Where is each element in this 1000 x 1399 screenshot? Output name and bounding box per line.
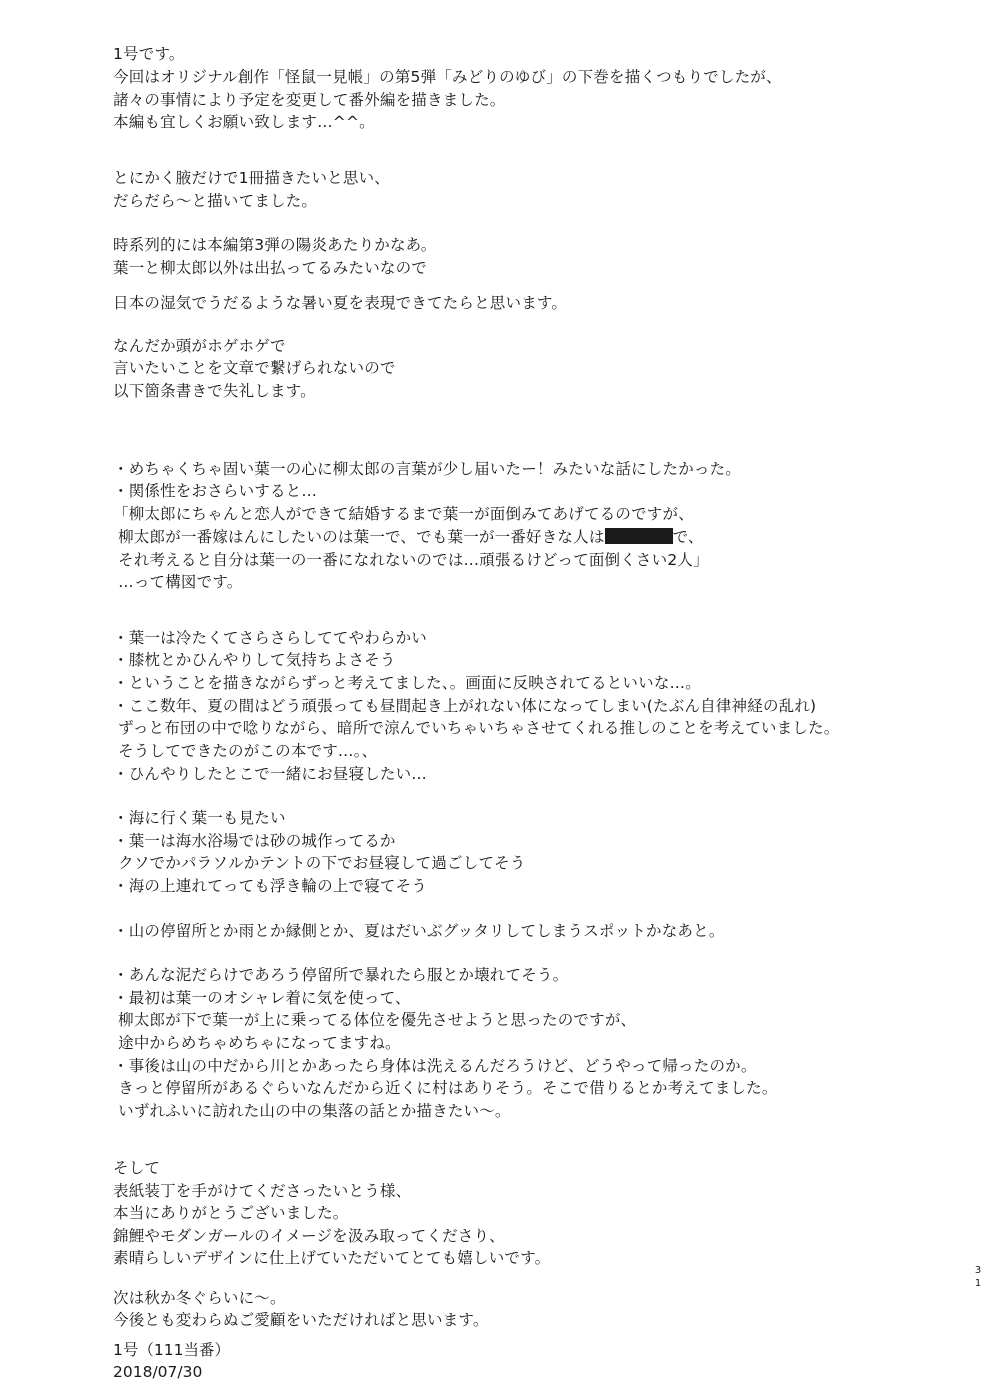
bullet-line: ・海に行く葉一も見たい — [113, 809, 286, 827]
thanks-line: 錦鯉やモダンガールのイメージを汲み取ってくださり、 — [113, 1227, 505, 1245]
bullet-line: ・最初は葉一のオシャレ着に気を使って、 — [113, 989, 411, 1007]
intro-line: 諸々の事情により予定を変更して番外編を描きました。 — [113, 91, 506, 109]
bullet-line: 柳太郎が下で葉一が上に乗ってる体位を優先させようと思ったのですが、 — [113, 1011, 637, 1029]
body-line: なんだか頭がホゲホゲで — [113, 337, 286, 355]
body-line: 葉一と柳太郎以外は出払ってるみたいなので — [113, 259, 428, 277]
bullet-line: 途中からめちゃめちゃになってますね。 — [113, 1034, 401, 1052]
closing-line: 次は秋か冬ぐらいに〜。 — [113, 1289, 286, 1307]
intro-line: 1号です。 — [113, 45, 185, 63]
bullet-line: 「柳太郎にちゃんと恋人ができて結婚するまで葉一が面倒みてあげてるのですが、 — [113, 505, 694, 523]
bullet-text: 柳太郎が一番嫁はんにしたいのは葉一で、でも葉一が一番好きな人は — [113, 528, 605, 546]
bullet-line: そうしてできたのがこの本です…。、 — [113, 742, 378, 760]
bullet-line: ・ひんやりしたとこで一緒にお昼寝したい… — [113, 765, 428, 783]
bullet-line: ・ということを描きながらずっと考えてました、。画面に反映されてるといいな…。 — [113, 674, 701, 692]
bullet-line: クソでかパラソルかテントの下でお昼寝して過ごしてそう — [113, 854, 526, 872]
body-line: とにかく腋だけで1冊描きたいと思い、 — [113, 169, 390, 187]
bullet-line: ・葉一は冷たくてさらさらしててやわらかい — [113, 629, 428, 647]
bullet-line: ・関係性をおさらいすると… — [113, 482, 318, 500]
bullet-line: ・あんな泥だらけであろう停留所で暴れたら服とか壊れてそう。 — [113, 966, 569, 984]
page-number-digit: 1 — [974, 1278, 982, 1289]
bullet-line: ずっと布団の中で唸りながら、暗所で涼んでいちゃいちゃさせてくれる推しのことを考えていました。 — [113, 719, 840, 737]
body-line: だらだら〜と描いてました。 — [113, 192, 318, 210]
bullet-line: ・事後は山の中だから川とかあったら身体は洗えるんだろうけど、どうやって帰ったのか。 — [113, 1057, 757, 1075]
bullet-line: ・膝枕とかひんやりして気持ちよさそう — [113, 651, 396, 669]
bullet-line: ・葉一は海水浴場では砂の城作ってるか — [113, 832, 396, 850]
bullet-line: ・ここ数年、夏の間はどう頑張っても昼間起き上がれない体になってしまい(たぶん自律神経の乱れ) — [113, 697, 817, 715]
bullet-line: ・めちゃくちゃ固い葉一の心に柳太郎の言葉が少し届いたー！みたいな話にしたかった。 — [113, 460, 742, 478]
bullet-line: それ考えると自分は葉一の一番になれないのでは…頑張るけどって面倒くさい2人」 — [113, 551, 709, 569]
bullet-line: いずれふいに訪れた山の中の集落の話とか描きたい〜。 — [113, 1102, 511, 1120]
thanks-line: 本当にありがとうございました。 — [113, 1204, 349, 1222]
page-number-digit: 3 — [974, 1265, 982, 1276]
bullet-text: で、 — [672, 528, 704, 546]
bullet-line-with-redaction — [113, 527, 704, 547]
thanks-line: 表紙装丁を手がけてくださったいとう様、 — [113, 1182, 412, 1200]
intro-line: 本編も宜しくお願い致します…^^。 — [113, 113, 375, 131]
thanks-line: 素晴らしいデザインに仕上げていただいてとても嬉しいです。 — [113, 1249, 551, 1267]
body-line: 言いたいことを文章で繋げられないので — [113, 359, 396, 377]
redaction-bar — [605, 528, 673, 544]
body-line: 日本の湿気でうだるような暑い夏を表現できてたらと思います。 — [113, 294, 568, 312]
date: 2018/07/30 — [113, 1363, 203, 1381]
body-line: 時系列的には本編第3弾の陽炎あたりかなあ。 — [113, 236, 437, 254]
signature: 1号（111当番） — [113, 1341, 230, 1359]
bullet-line: …って構図です。 — [113, 573, 243, 591]
thanks-line: そして — [113, 1159, 161, 1177]
bullet-line: ・山の停留所とか雨とか縁側とか、夏はだいぶグッタリしてしまうスポットかなあと。 — [113, 922, 725, 940]
intro-line: 今回はオリジナル創作「怪鼠一見帳」の第5弾「みどりのゆび」の下巻を描くつもりでしたが、 — [113, 68, 782, 86]
body-line: 以下箇条書きで失礼します。 — [113, 382, 316, 400]
closing-line: 今後とも変わらぬご愛顧をいただければと思います。 — [113, 1311, 489, 1329]
bullet-line: ・海の上連れてっても浮き輪の上で寝てそう — [113, 877, 428, 895]
bullet-line: きっと停留所があるぐらいなんだから近くに村はありそう。そこで借りるとか考えてました。 — [113, 1079, 778, 1097]
